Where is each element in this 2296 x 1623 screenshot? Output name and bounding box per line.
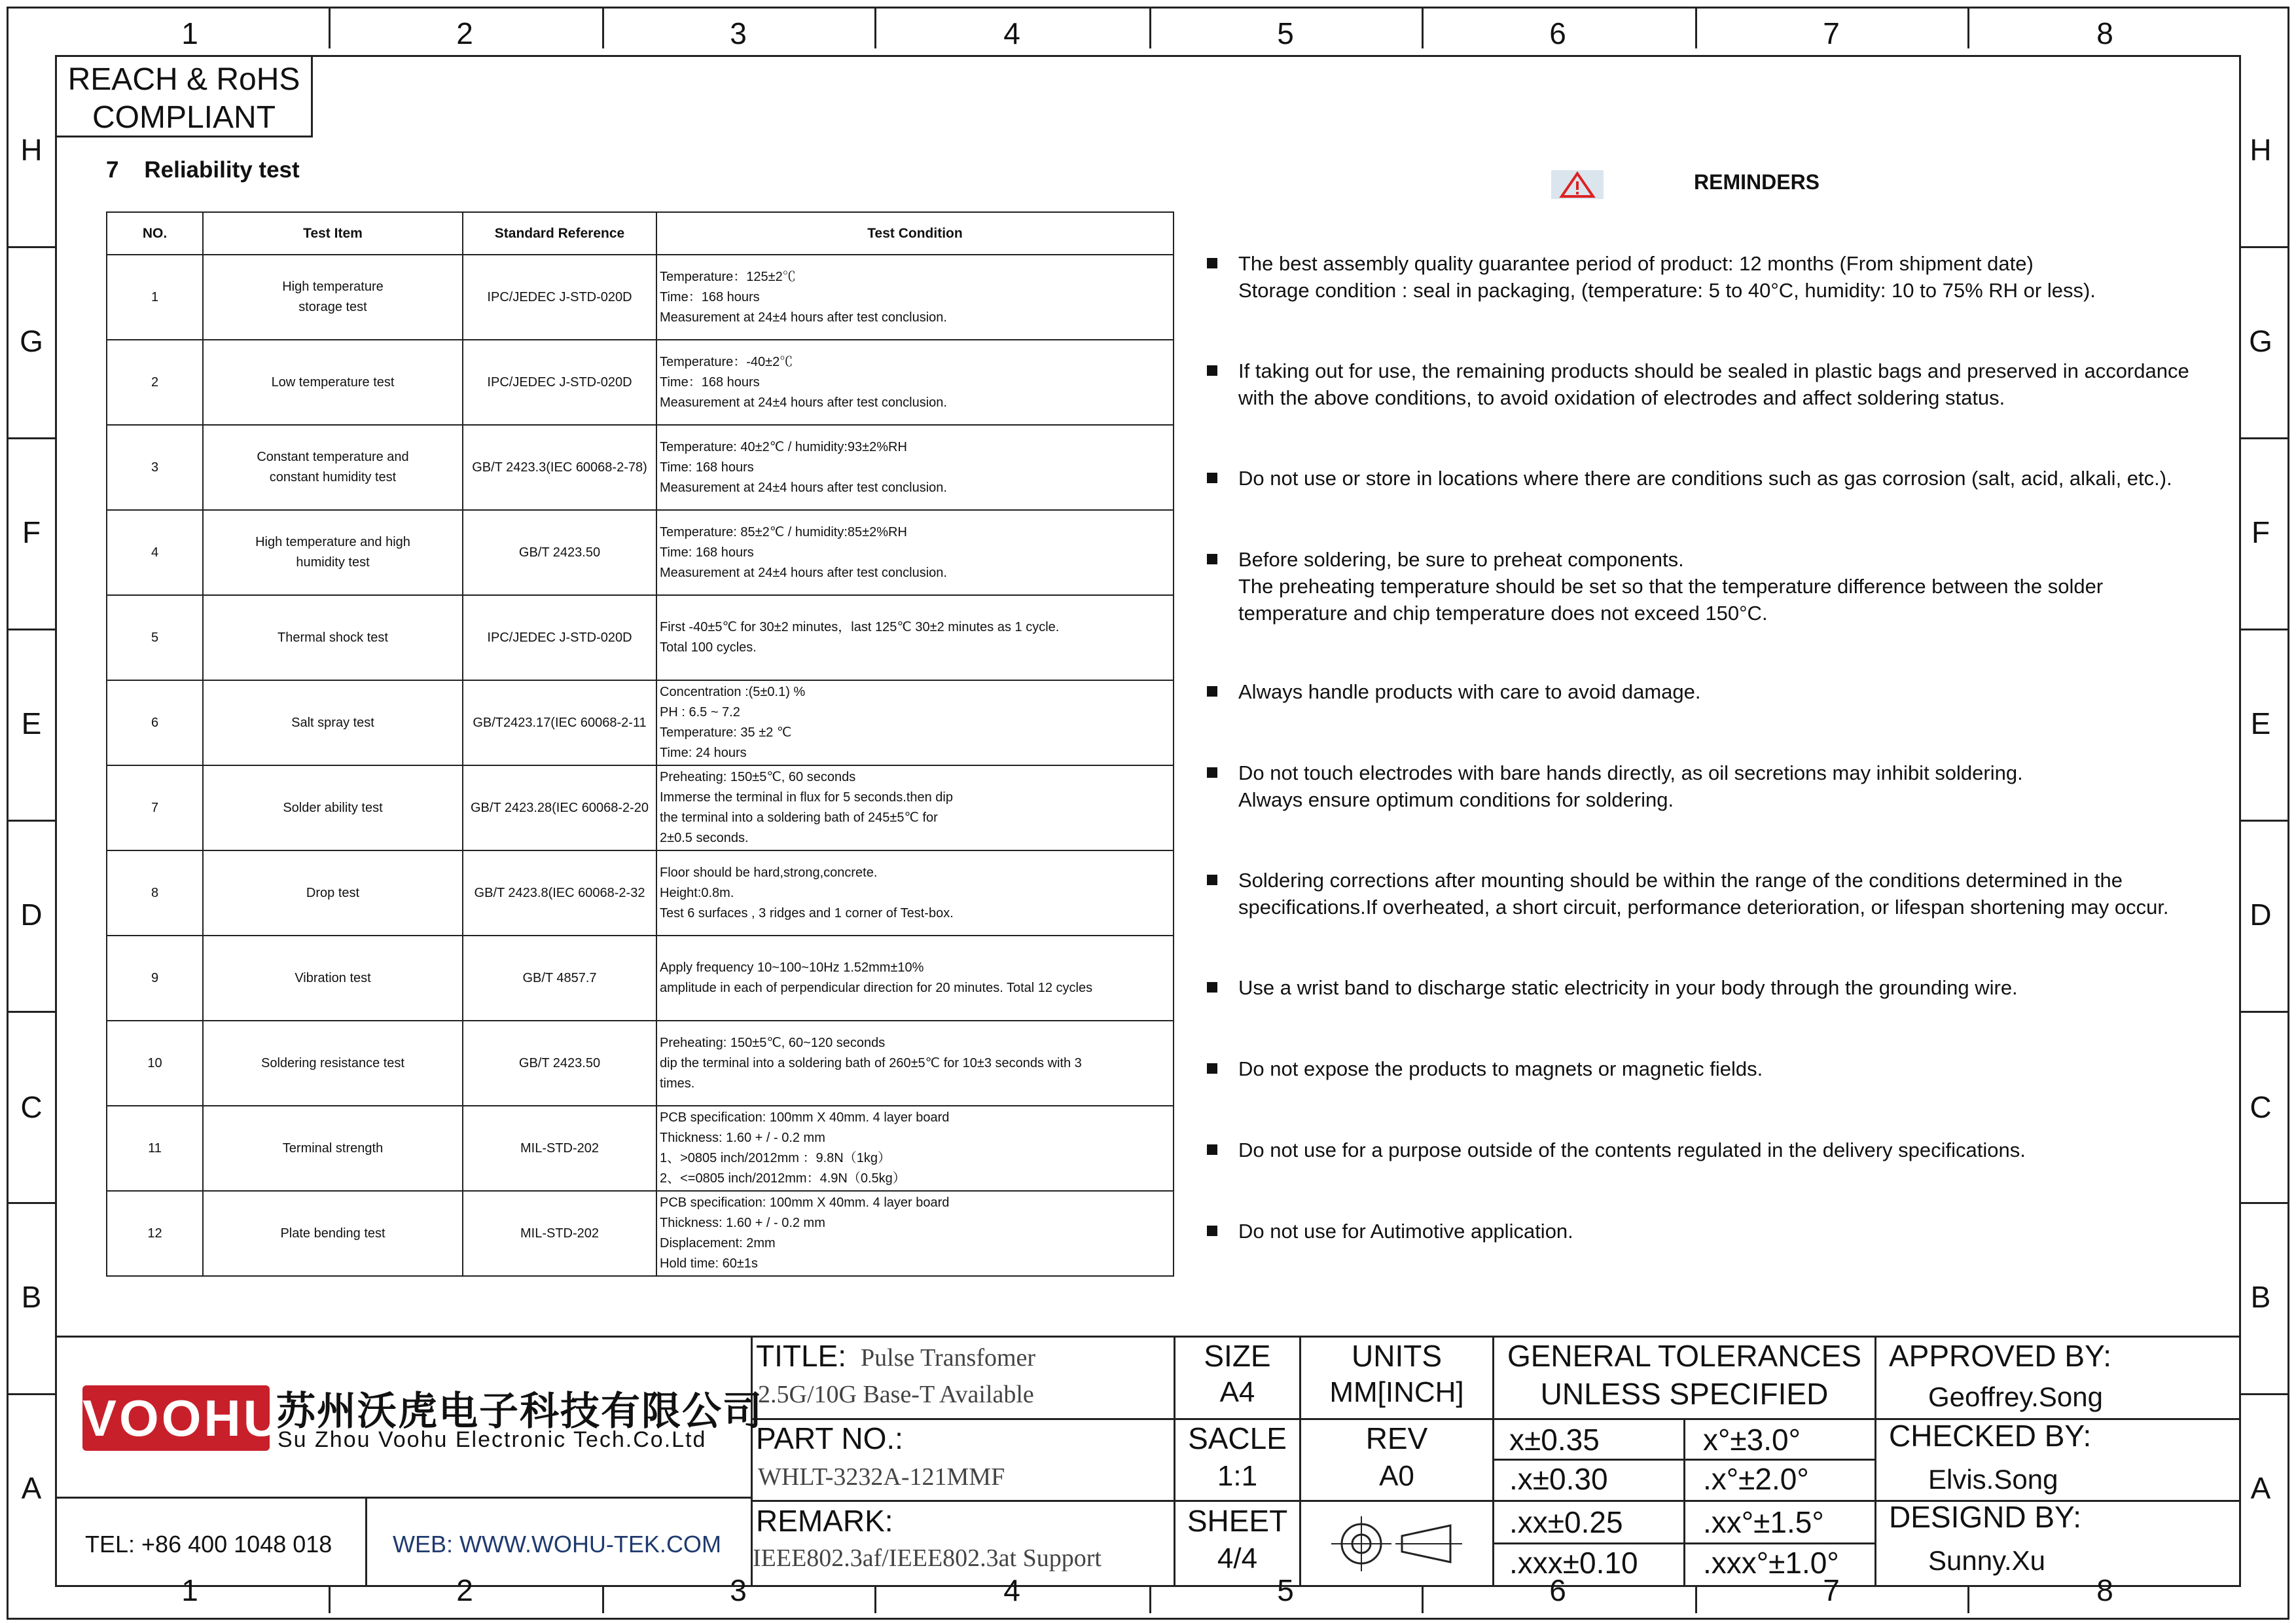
reminder-text: Always handle products with care to avoid damage.: [1238, 680, 1701, 703]
reminder-text: Before soldering, be sure to preheat components. The preheating temperature should be set so that the temperature difference between the solder temperature and chip temperature does not exceed 150°C.: [1238, 548, 2104, 625]
zone-column-label: 1: [181, 16, 198, 50]
cell-no: 3: [107, 425, 203, 510]
zone-tick: [7, 820, 55, 822]
scale-label: SACLE: [1188, 1421, 1287, 1455]
tolerance-value: x±0.35: [1509, 1423, 1600, 1457]
tolerance-value: .xx±0.25: [1509, 1505, 1623, 1539]
rev-label: REV: [1365, 1421, 1428, 1455]
bullet-icon: [1207, 1144, 1217, 1155]
cell-cond: Floor should be hard,strong,concrete. Height:0.8m. Test 6 surfaces , 3 ridges and 1 corner of Test-box.: [656, 850, 1174, 936]
zone-tick: [2241, 246, 2289, 248]
tolerance-value: .xxx±0.10: [1509, 1546, 1638, 1580]
zone-row-label: E: [2250, 706, 2271, 740]
cell-item: Constant temperature and constant humidity test: [203, 425, 463, 510]
units-value: MM[INCH]: [1329, 1376, 1464, 1408]
zone-tick: [7, 1202, 55, 1204]
table-row: [107, 765, 1174, 850]
rev-value: A0: [1379, 1460, 1414, 1492]
cell-no: 9: [107, 936, 203, 1021]
tb-line: [55, 1497, 751, 1499]
zone-column-label: 3: [730, 16, 747, 50]
zone-column-label: 6: [1549, 16, 1566, 50]
cell-cond: Apply frequency 10~100~10Hz 1.52mm±10% amplitude in each of perpendicular direction for 20 minutes. Total 12 cycles: [656, 936, 1174, 1021]
cell-no: 2: [107, 340, 203, 425]
zone-row-label: G: [20, 324, 43, 358]
part-no: WHLT-3232A-121MMF: [758, 1463, 1005, 1491]
zone-column-label: 2: [456, 16, 473, 50]
tb-line: [1492, 1459, 1874, 1461]
zone-row-label: H: [2250, 133, 2272, 167]
title-block-top-line: [55, 1336, 2241, 1338]
cell-cond: Preheating: 150±5℃, 60 seconds Immerse the terminal in flux for 5 seconds.then dip the terminal into a soldering bath of 245±5℃ for 2±0.5 seconds.: [656, 765, 1174, 850]
header-test-condition: Test Condition: [656, 212, 1174, 255]
remark-label: REMARK:: [756, 1504, 893, 1538]
zone-tick: [329, 7, 331, 48]
designed-name: Sunny.Xu: [1928, 1545, 2046, 1576]
reminders-title: REMINDERS: [1694, 170, 1820, 194]
size-label: SIZE: [1204, 1339, 1271, 1373]
company-name-cn: 苏州沃虎电子科技有限公司: [276, 1389, 763, 1434]
cell-std: GB/T2423.17(IEC 60068-2-11: [463, 680, 656, 765]
reminder-text: Do not use for a purpose outside of the contents regulated in the delivery specifications.: [1238, 1139, 2026, 1161]
zone-tick: [1422, 1587, 1424, 1613]
table-row: [107, 850, 1174, 936]
reminder-text: If taking out for use, the remaining products should be sealed in plastic bags and preserved in accordance with the above conditions, to avoid oxidation of electrodes and affect soldering status.: [1238, 359, 2189, 409]
table-row: [107, 1106, 1174, 1191]
tolerance-value: x°±3.0°: [1703, 1423, 1801, 1457]
zone-tick: [2241, 629, 2289, 630]
table-row: [107, 1191, 1174, 1276]
compliance-badge: REACH & RoHS COMPLIANT: [55, 55, 313, 137]
zone-row-label: D: [20, 898, 43, 932]
zone-tick: [874, 1587, 876, 1613]
zone-row-label: H: [20, 133, 43, 167]
approved-name: Geoffrey.Song: [1928, 1381, 2103, 1412]
cell-cond: First -40±5℃ for 30±2 minutes，last 125℃ 30±2 minutes as 1 cycle. Total 100 cycles.: [656, 595, 1174, 680]
cell-item: Soldering resistance test: [203, 1021, 463, 1106]
scale-value: 1:1: [1217, 1460, 1258, 1492]
cell-no: 11: [107, 1106, 203, 1191]
cell-std: IPC/JEDEC J-STD-020D: [463, 340, 656, 425]
reminder-text: Use a wrist band to discharge static electricity in your body through the grounding wire.: [1238, 976, 2018, 999]
zone-tick: [1695, 1587, 1697, 1613]
zone-column-label: 7: [1823, 1573, 1840, 1607]
cell-std: GB/T 2423.3(IEC 60068-2-78): [463, 425, 656, 510]
header-standard-reference: Standard Reference: [463, 212, 656, 255]
zone-row-label: G: [2249, 324, 2272, 358]
cell-cond: Temperature：-40±2℃ Time：168 hours Measurement at 24±4 hours after test conclusion.: [656, 340, 1174, 425]
header-no: NO.: [107, 212, 203, 255]
title-line-1: Pulse Transfomer: [861, 1344, 1036, 1372]
website: WEB: WWW.WOHU-TEK.COM: [393, 1531, 721, 1558]
reminder-text: The best assembly quality guarantee period of product: 12 months (From shipment date) Storage condition : seal in packaging, (temperature: 5 to 40°C, humidity: 10 to 75% RH or less).: [1238, 252, 2096, 302]
zone-tick: [1967, 7, 1969, 48]
cell-item: High temperature storage test: [203, 255, 463, 340]
tolerance-header-2: UNLESS SPECIFIED: [1540, 1377, 1829, 1411]
zone-column-label: 5: [1277, 1573, 1294, 1607]
cell-std: GB/T 2423.50: [463, 510, 656, 595]
designed-label: DESIGND BY:: [1889, 1500, 2081, 1534]
cell-cond: Preheating: 150±5℃, 60~120 seconds dip the terminal into a soldering bath of 260±5℃ for 10±3 seconds with 3 times.: [656, 1021, 1174, 1106]
table-row: [107, 680, 1174, 765]
units-label: UNITS: [1352, 1339, 1442, 1373]
zone-tick: [1967, 1587, 1969, 1613]
zone-column-label: 2: [456, 1573, 473, 1607]
zone-tick: [329, 1587, 331, 1613]
zone-tick: [7, 1393, 55, 1395]
cell-std: GB/T 2423.50: [463, 1021, 656, 1106]
cell-cond: Temperature: 40±2℃ / humidity:93±2%RH Time: 168 hours Measurement at 24±4 hours after test conclusion.: [656, 425, 1174, 510]
zone-tick: [1149, 1587, 1151, 1613]
section-title: 7 Reliability test: [106, 157, 300, 183]
zone-row-label: B: [2250, 1280, 2271, 1314]
table-row: [107, 595, 1174, 680]
sheet-label: SHEET: [1187, 1504, 1288, 1538]
cell-no: 7: [107, 765, 203, 850]
company-name-en: Su Zhou Voohu Electronic Tech.Co.Ltd: [278, 1427, 707, 1452]
zone-tick: [7, 629, 55, 630]
cell-no: 12: [107, 1191, 203, 1276]
zone-column-label: 1: [181, 1573, 198, 1607]
cell-no: 6: [107, 680, 203, 765]
zone-column-label: 7: [1823, 16, 1840, 50]
bullet-icon: [1207, 982, 1217, 993]
table-row: [107, 1021, 1174, 1106]
cell-no: 1: [107, 255, 203, 340]
zone-tick: [2241, 820, 2289, 822]
zone-tick: [1422, 7, 1424, 48]
reliability-test-table: [106, 211, 1174, 1277]
tolerance-value: .xxx°±1.0°: [1703, 1546, 1839, 1580]
zone-column-label: 6: [1549, 1573, 1566, 1607]
zone-tick: [602, 1587, 604, 1613]
table-row: [107, 255, 1174, 340]
cell-item: Plate bending test: [203, 1191, 463, 1276]
table-row: [107, 936, 1174, 1021]
zone-tick: [7, 246, 55, 248]
checked-name: Elvis.Song: [1928, 1464, 2058, 1495]
cell-std: GB/T 2423.28(IEC 60068-2-20: [463, 765, 656, 850]
bullet-icon: [1207, 473, 1217, 483]
table-header-row: [107, 212, 1174, 255]
zone-row-label: C: [2250, 1090, 2272, 1124]
cell-item: High temperature and high humidity test: [203, 510, 463, 595]
bullet-icon: [1207, 365, 1217, 376]
bullet-icon: [1207, 258, 1217, 268]
zone-tick: [7, 437, 55, 439]
cell-item: Low temperature test: [203, 340, 463, 425]
cell-cond: Concentration :(5±0.1) % PH : 6.5 ~ 7.2 Temperature: 35 ±2 ℃ Time: 24 hours: [656, 680, 1174, 765]
tb-line: [1874, 1336, 1876, 1587]
zone-tick: [2241, 1011, 2289, 1013]
approved-label: APPROVED BY:: [1889, 1339, 2112, 1373]
bullet-icon: [1207, 686, 1217, 697]
cell-no: 8: [107, 850, 203, 936]
tb-line: [1683, 1418, 1685, 1587]
title-line-2: 2.5G/10G Base-T Available: [758, 1381, 1034, 1408]
sheet-value: 4/4: [1217, 1542, 1258, 1575]
zone-column-label: 4: [1003, 16, 1020, 50]
reminder-text: Do not expose the products to magnets or magnetic fields.: [1238, 1057, 1763, 1080]
cell-std: GB/T 4857.7: [463, 936, 656, 1021]
zone-column-label: 8: [2096, 1573, 2113, 1607]
cell-no: 5: [107, 595, 203, 680]
zone-row-label: F: [22, 515, 41, 549]
zone-row-label: C: [20, 1090, 43, 1124]
tolerance-value: .x±0.30: [1509, 1462, 1608, 1496]
zone-row-label: D: [2250, 898, 2272, 932]
bullet-icon: [1207, 1063, 1217, 1074]
cell-std: MIL-STD-202: [463, 1191, 656, 1276]
cell-item: Drop test: [203, 850, 463, 936]
tolerance-header-1: GENERAL TOLERANCES: [1507, 1339, 1862, 1373]
zone-tick: [2241, 1202, 2289, 1204]
checked-label: CHECKED BY:: [1889, 1419, 2092, 1453]
zone-column-label: 3: [730, 1573, 747, 1607]
zone-tick: [2241, 437, 2289, 439]
zone-tick: [874, 7, 876, 48]
zone-column-label: 4: [1003, 1573, 1020, 1607]
title-label: TITLE:: [756, 1339, 847, 1373]
cell-cond: Temperature：125±2℃ Time：168 hours Measurement at 24±4 hours after test conclusion.: [656, 255, 1174, 340]
projection-symbol-icon: [1322, 1511, 1466, 1580]
zone-row-label: A: [21, 1471, 42, 1505]
table-row: [107, 340, 1174, 425]
zone-row-label: B: [21, 1280, 42, 1314]
bullet-icon: [1207, 1226, 1217, 1236]
telephone: TEL: +86 400 1048 018: [85, 1531, 332, 1558]
tolerance-value: .x°±2.0°: [1703, 1462, 1809, 1496]
zone-row-label: E: [21, 706, 42, 740]
cell-item: Salt spray test: [203, 680, 463, 765]
bullet-icon: [1207, 554, 1217, 564]
zone-row-label: F: [2251, 515, 2270, 549]
zone-tick: [2241, 1393, 2289, 1395]
warning-icon: [1551, 170, 1604, 199]
tolerance-value: .xx°±1.5°: [1703, 1505, 1824, 1539]
cell-item: Solder ability test: [203, 765, 463, 850]
reminder-text: Do not use or store in locations where there are conditions such as gas corrosion (salt, acid, alkali, etc.).: [1238, 467, 2172, 490]
zone-tick: [1695, 7, 1697, 48]
cell-no: 4: [107, 510, 203, 595]
zone-column-label: 5: [1277, 16, 1294, 50]
cell-std: IPC/JEDEC J-STD-020D: [463, 255, 656, 340]
remark: IEEE802.3af/IEEE802.3at Support: [753, 1544, 1102, 1572]
zone-tick: [602, 7, 604, 48]
zone-column-label: 8: [2096, 16, 2113, 50]
header-test-item: Test Item: [203, 212, 463, 255]
company-logo: VOOHU: [82, 1385, 270, 1451]
cell-item: Thermal shock test: [203, 595, 463, 680]
cell-cond: PCB specification: 100mm X 40mm. 4 layer board Thickness: 1.60 + / - 0.2 mm Displacement: 2mm Hold time: 60±1s: [656, 1191, 1174, 1276]
bullet-icon: [1207, 767, 1217, 778]
part-no-label: PART NO.:: [756, 1421, 903, 1455]
zone-tick: [1149, 7, 1151, 48]
cell-std: IPC/JEDEC J-STD-020D: [463, 595, 656, 680]
tb-line: [1492, 1542, 1874, 1544]
table-row: [107, 510, 1174, 595]
cell-item: Vibration test: [203, 936, 463, 1021]
cell-cond: Temperature: 85±2℃ / humidity:85±2%RH Time: 168 hours Measurement at 24±4 hours after test conclusion.: [656, 510, 1174, 595]
tb-line: [365, 1497, 367, 1587]
cell-std: MIL-STD-202: [463, 1106, 656, 1191]
cell-cond: PCB specification: 100mm X 40mm. 4 layer board Thickness: 1.60 + / - 0.2 mm 1、>0805 inch/2012mm ：9.8N（1kg） 2、<=0805 inch/2012mm：4.9N（0.5kg）: [656, 1106, 1174, 1191]
bullet-icon: [1207, 875, 1217, 885]
zone-tick: [7, 1011, 55, 1013]
cell-item: Terminal strength: [203, 1106, 463, 1191]
cell-no: 10: [107, 1021, 203, 1106]
cell-std: GB/T 2423.8(IEC 60068-2-32: [463, 850, 656, 936]
reminder-text: Do not use for Autimotive application.: [1238, 1220, 1573, 1243]
reminder-text: Do not touch electrodes with bare hands directly, as oil secretions may inhibit soldering. Always ensure optimum conditions for soldering.: [1238, 761, 2023, 811]
reminder-text: Soldering corrections after mounting should be within the range of the conditions determined in the specifications.If overheated, a short circuit, performance deterioration, or lifespan shortening may occur.: [1238, 869, 2169, 919]
table-row: [107, 425, 1174, 510]
zone-row-label: A: [2250, 1471, 2271, 1505]
size-value: A4: [1219, 1376, 1255, 1408]
